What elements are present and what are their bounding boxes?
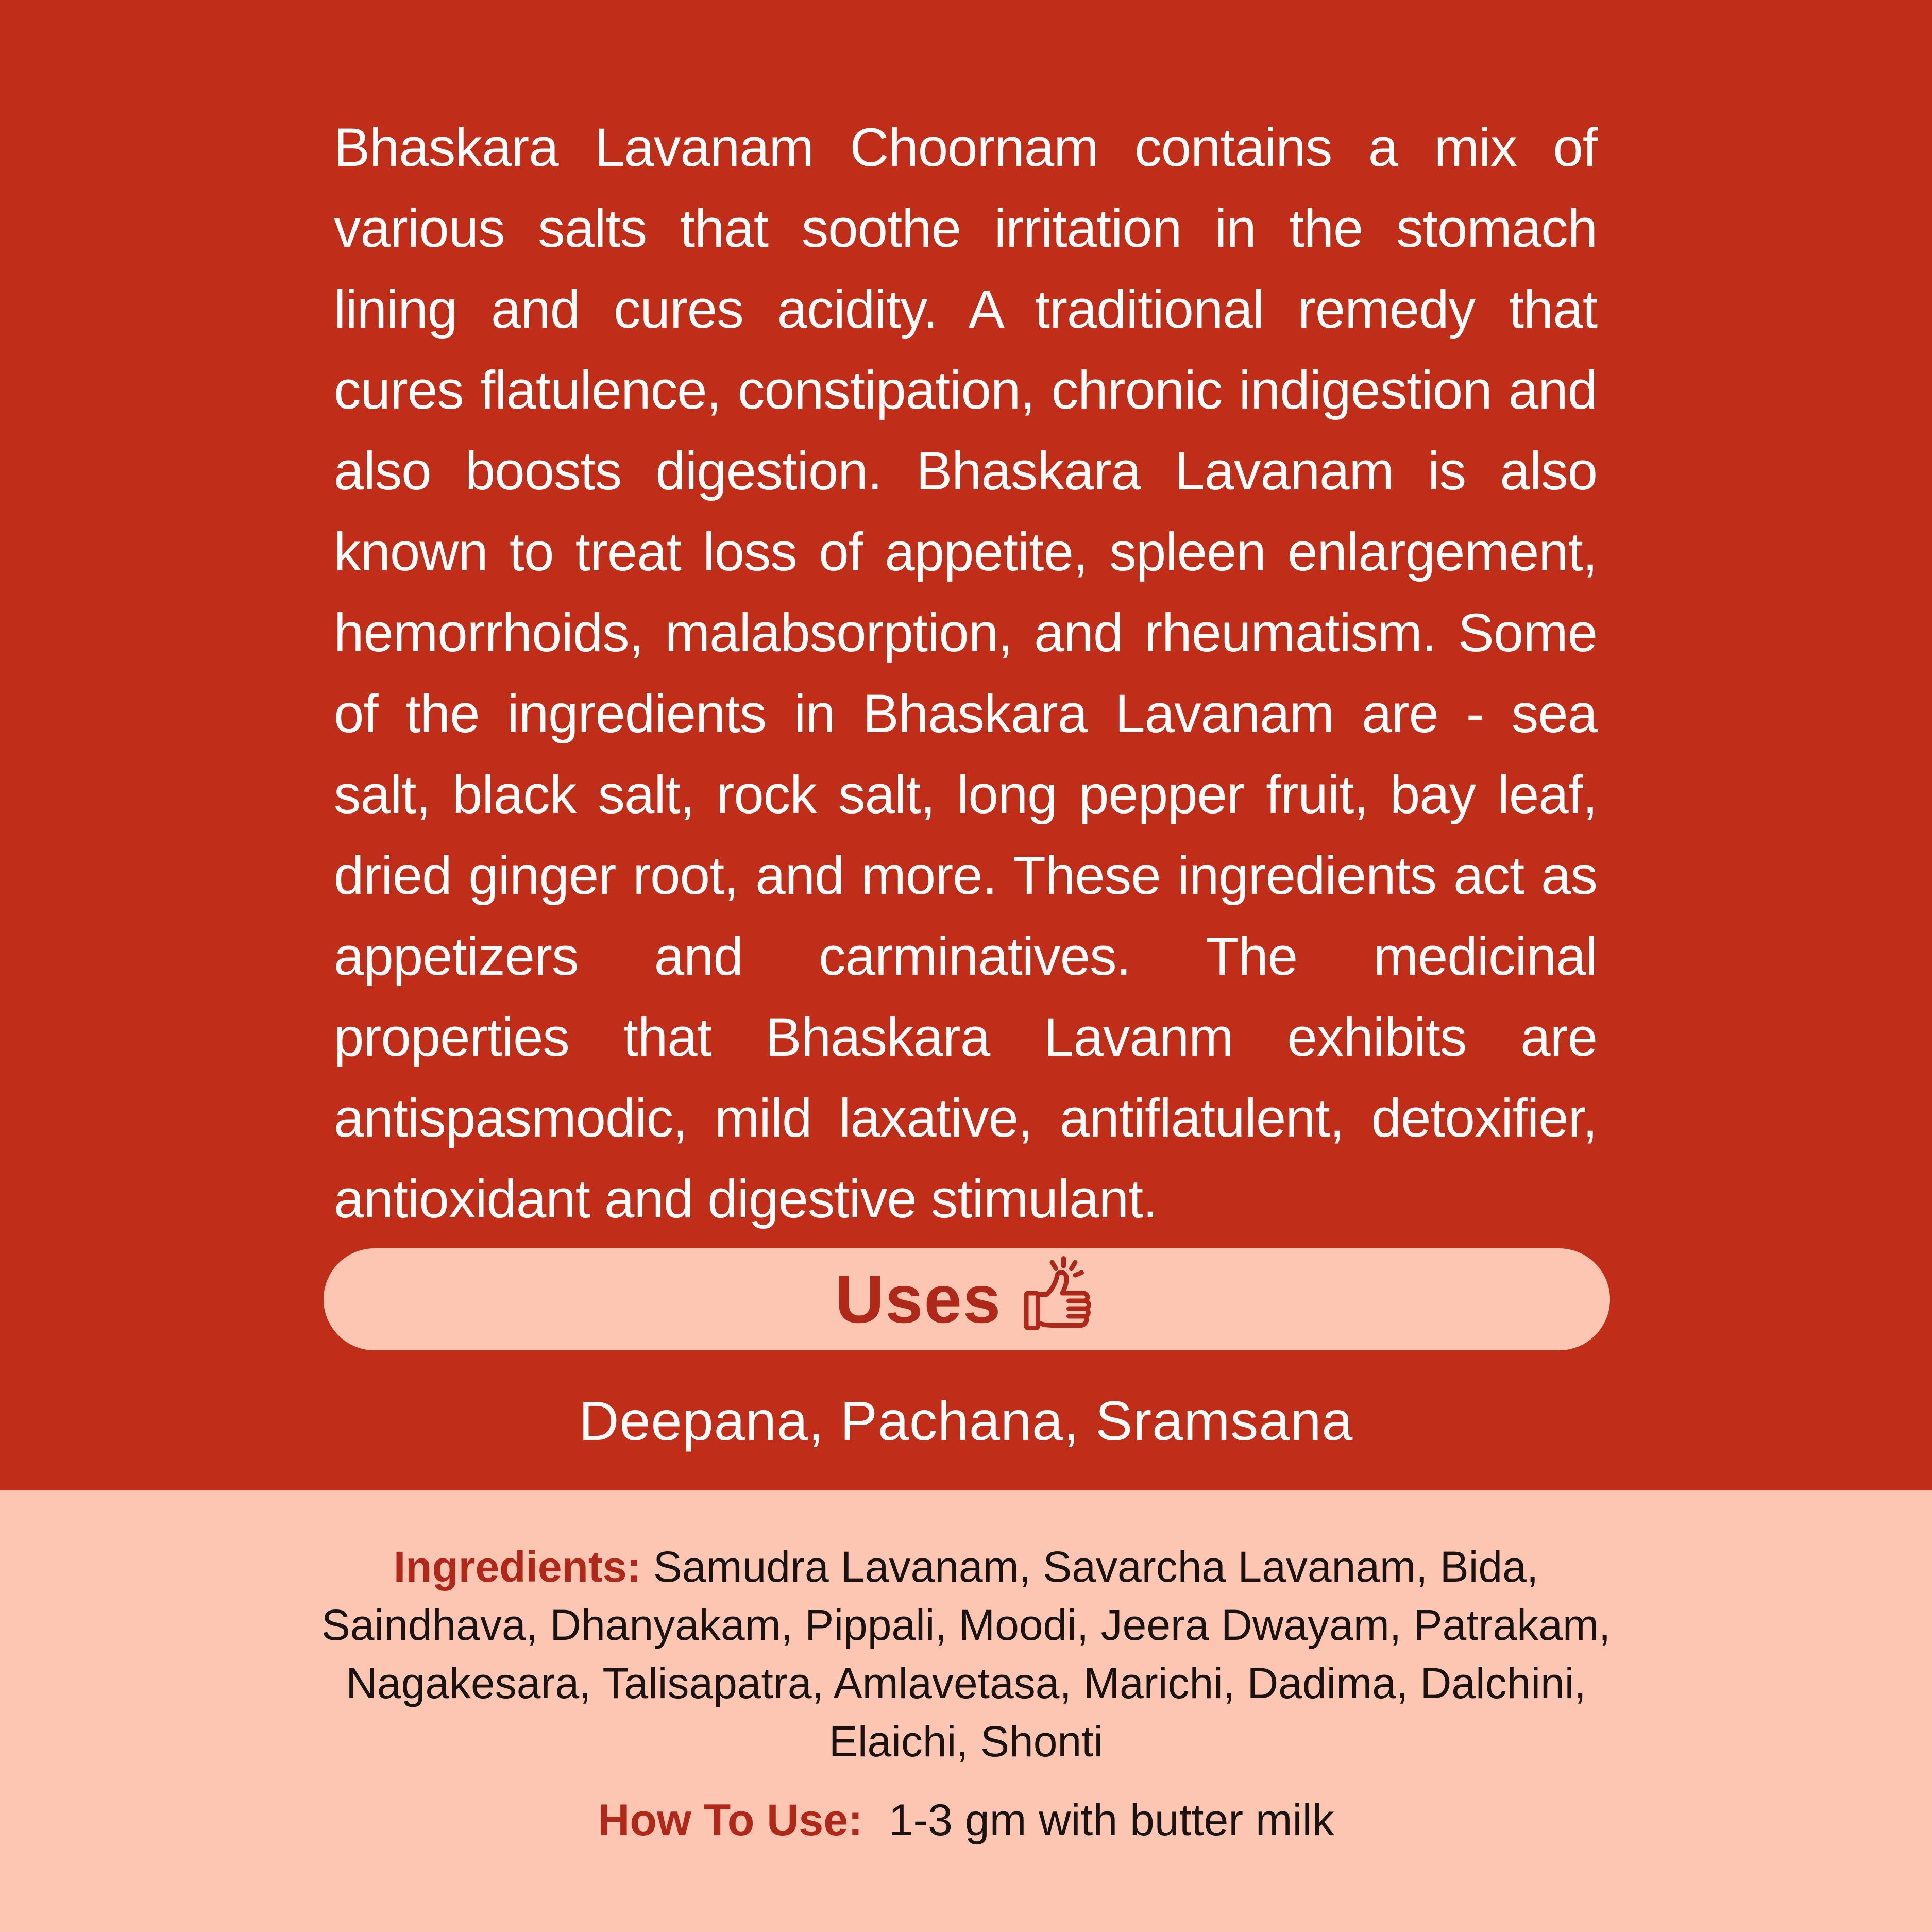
ingredients-value: Samudra Lavanam, Savarcha Lavanam, Bida, Saindhava, Dhanyakam, Pippali, Moodi, Jeera Dwayam, Patrakam, Nagakesara, Talisapatra, Amlavetasa, Marichi, Dadima, Dalchini, Elaichi, Shonti [321, 1543, 1611, 1766]
how-to-use-label: How To Use: [598, 1795, 863, 1845]
uses-heading-pill [324, 1248, 1610, 1350]
product-description: Bhaskara Lavanam Choornam contains a mix of various salts that soothe irritation in the stomach lining and cures acidity. A traditional remedy that cures flatulence, constipation, chronic indigestion and also boosts digestion. Bhaskara Lavanam is also known to treat loss of appetite, spleen enlargement, hemorrhoids, malabsorption, and rheumatism. Some of the ingredients in Bhaskara Lavanam are - sea salt, black salt, rock salt, long pepper fruit, bay leaf, dried ginger root, and more. These ingredients act as appetizers and carminatives. The medicinal properties that Bhaskara Lavanm exhibits are antispasmodic, mild laxative, antiflatulent, detoxifier, antioxidant and digestive stimulant. [334, 117, 1597, 1229]
thumbs-up-icon [1021, 1255, 1098, 1337]
how-to-use-value: 1-3 gm with butter milk [888, 1795, 1334, 1845]
how-to-use-section [0, 1791, 1932, 1850]
uses-title: Uses [835, 1261, 1002, 1337]
ingredients-label: Ingredients: [393, 1543, 641, 1591]
uses-values: Deepana, Pachana, Sramsana [579, 1389, 1353, 1452]
ingredients-section [309, 1538, 1623, 1771]
